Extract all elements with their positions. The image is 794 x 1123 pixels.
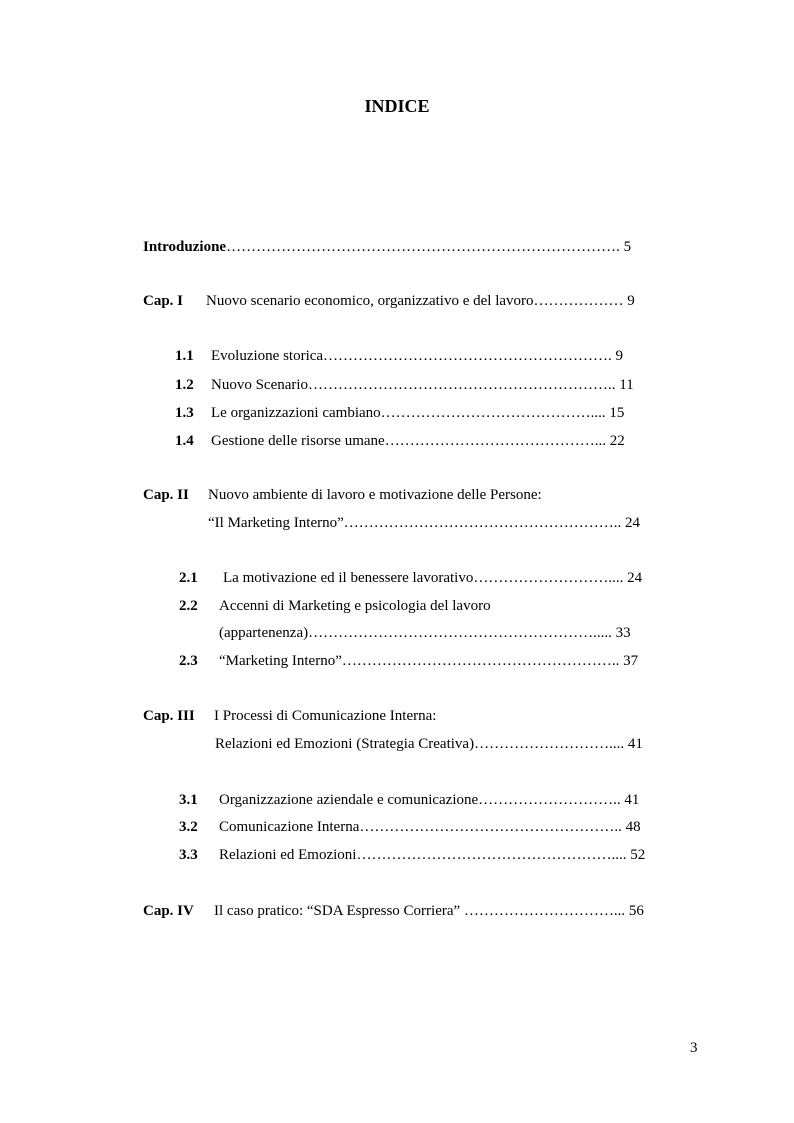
toc-section-number: 3.2: [179, 819, 198, 835]
toc-section-number: 2.1: [179, 570, 198, 586]
toc-entry-2-1[interactable]: La motivazione ed il benessere lavorativo……………………….... 24: [223, 570, 643, 586]
toc-entry-3-1[interactable]: Organizzazione aziendale e comunicazione……………………….. 41: [219, 792, 640, 808]
toc-entry-introduzione[interactable]: [143, 238, 631, 256]
toc-entry-1-4[interactable]: Gestione delle risorse umane……………………………………... 22: [211, 433, 625, 449]
toc-entry-3-2[interactable]: Comunicazione Interna…………………………………………….. 48: [219, 819, 641, 835]
toc-section-number: 3.3: [179, 847, 198, 863]
toc-entry-cap-3-cont[interactable]: Relazioni ed Emozioni (Strategia Creativa)……………………….... 41: [215, 736, 643, 752]
toc-section-number: 1.3: [175, 405, 194, 421]
toc-entry-1-2[interactable]: Nuovo Scenario…………………………………………………….. 11: [211, 377, 634, 393]
toc-entry-1-3[interactable]: Le organizzazioni cambiano…………………………………….... 15: [211, 405, 625, 421]
toc-entry-cap-2-cont[interactable]: “Il Marketing Interno”……………………………………………….. 24: [208, 515, 641, 531]
toc-entry-cap-4[interactable]: Il caso pratico: “SDA Espresso Corriera” …………………………... 56: [214, 903, 644, 919]
toc-entry-1-1[interactable]: Evoluzione storica…………………………………………………. 9: [211, 348, 624, 364]
toc-chapter-label: Cap. II: [143, 487, 189, 503]
toc-section-number: 2.3: [179, 653, 198, 669]
toc-label: Introduzione: [143, 239, 227, 255]
toc-entry-cap-3[interactable]: I Processi di Comunicazione Interna:: [214, 708, 437, 724]
toc-chapter-label: Cap. III: [143, 708, 195, 724]
toc-entry-2-2-cont[interactable]: (appartenenza)…………………………………………………..... 33: [219, 625, 631, 641]
toc-leader: ……………………………………………………………………. 5: [226, 239, 632, 255]
toc-entry-2-2[interactable]: Accenni di Marketing e psicologia del lavoro: [219, 598, 491, 614]
toc-entry-2-3[interactable]: “Marketing Interno”……………………………………………….. 37: [219, 653, 639, 669]
page-title: INDICE: [364, 96, 430, 116]
toc-section-number: 1.1: [175, 348, 194, 364]
toc-section-number: 3.1: [179, 792, 198, 808]
toc-section-number: 1.2: [175, 377, 194, 393]
toc-entry-3-3[interactable]: Relazioni ed Emozioni…………………………………………….... 52: [219, 847, 646, 863]
toc-section-number: 2.2: [179, 598, 198, 614]
toc-section-number: 1.4: [175, 433, 194, 449]
toc-chapter-label: Cap. IV: [143, 903, 194, 919]
toc-entry-cap-1[interactable]: Nuovo scenario economico, organizzativo e del lavoro……………… 9: [206, 293, 635, 309]
page-number: 3: [690, 1040, 698, 1056]
toc-chapter-label: Cap. I: [143, 293, 184, 309]
toc-entry-cap-2[interactable]: Nuovo ambiente di lavoro e motivazione delle Persone:: [208, 487, 542, 503]
